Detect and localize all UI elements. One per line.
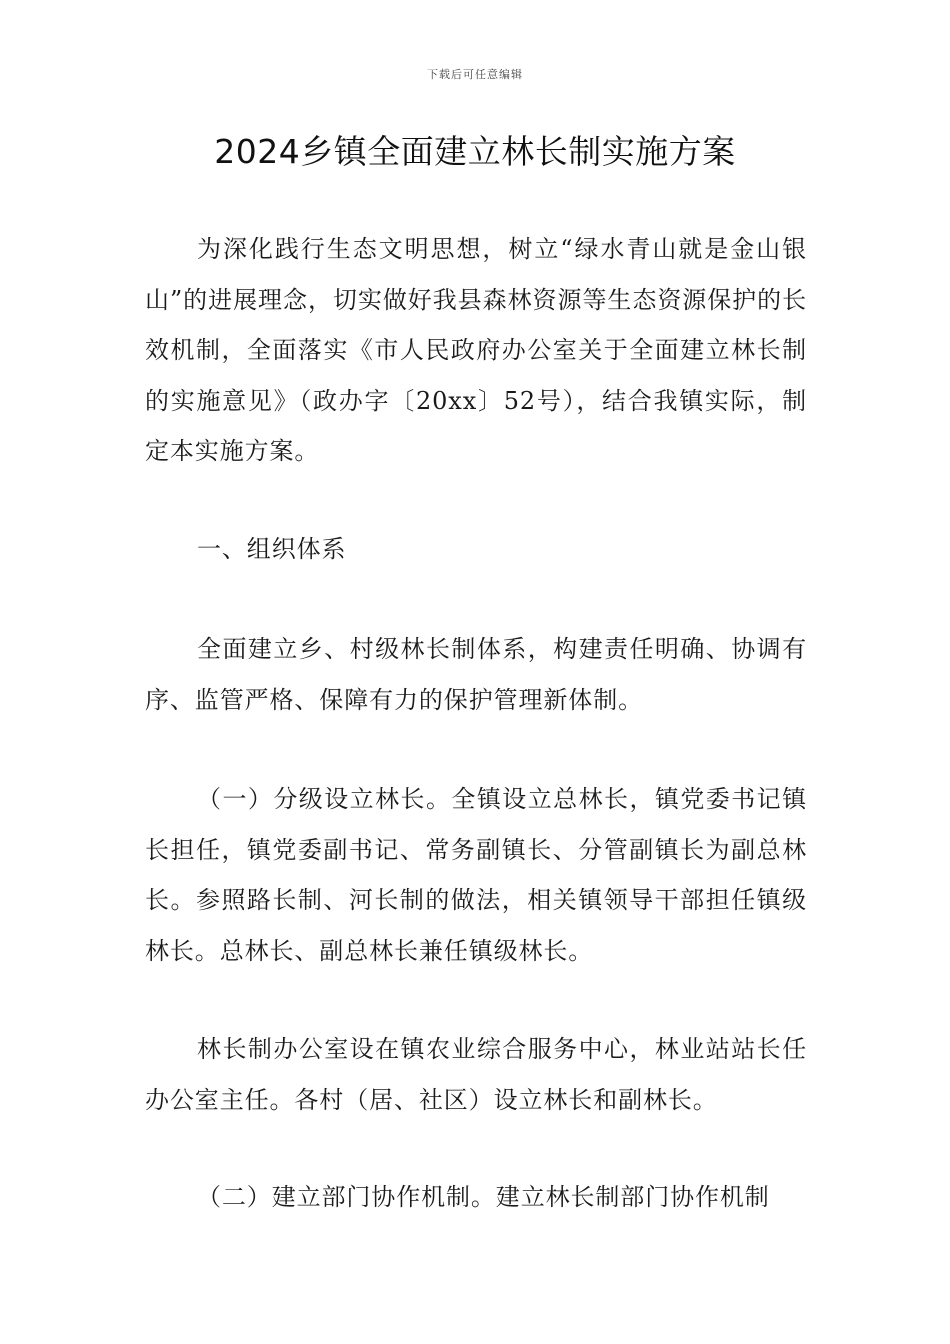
header-note: 下载后可任意编辑 <box>427 68 523 81</box>
paragraph-system: 全面建立乡、村级林长制体系，构建责任明确、协调有序、监管严格、保障有力的保护管理新体制。 <box>145 635 807 714</box>
paragraph-forest-chiefs: （一）分级设立林长。全镇设立总林长，镇党委书记镇长担任，镇党委副书记、常务副镇长、分管副镇长为副总林长。参照路长制、河长制的做法，相关镇领导干部担任镇级林长。总林长、副总林长兼任镇级林长。 <box>145 785 807 965</box>
paragraph-coordination: （二）建立部门协作机制。建立林长制部门协作机制 <box>197 1183 770 1211</box>
paragraph-office: 林长制办公室设在镇农业综合服务中心，林业站站长任办公室主任。各村（居、社区）设立林长和副林长。 <box>145 1035 807 1114</box>
paragraph-intro: 为深化践行生态文明思想，树立“绿水青山就是金山银山”的进展理念，切实做好我县森林资源等生态资源保护的长效机制，全面落实《市人民政府办公室关于全面建立林长制的实施意见》（政办字〔20xx〕52号），结合我镇实际，制定本实施方案。 <box>145 235 807 465</box>
document-title: 2024乡镇全面建立林长制实施方案 <box>214 132 736 171</box>
section-heading-organization: 一、组织体系 <box>197 535 347 563</box>
